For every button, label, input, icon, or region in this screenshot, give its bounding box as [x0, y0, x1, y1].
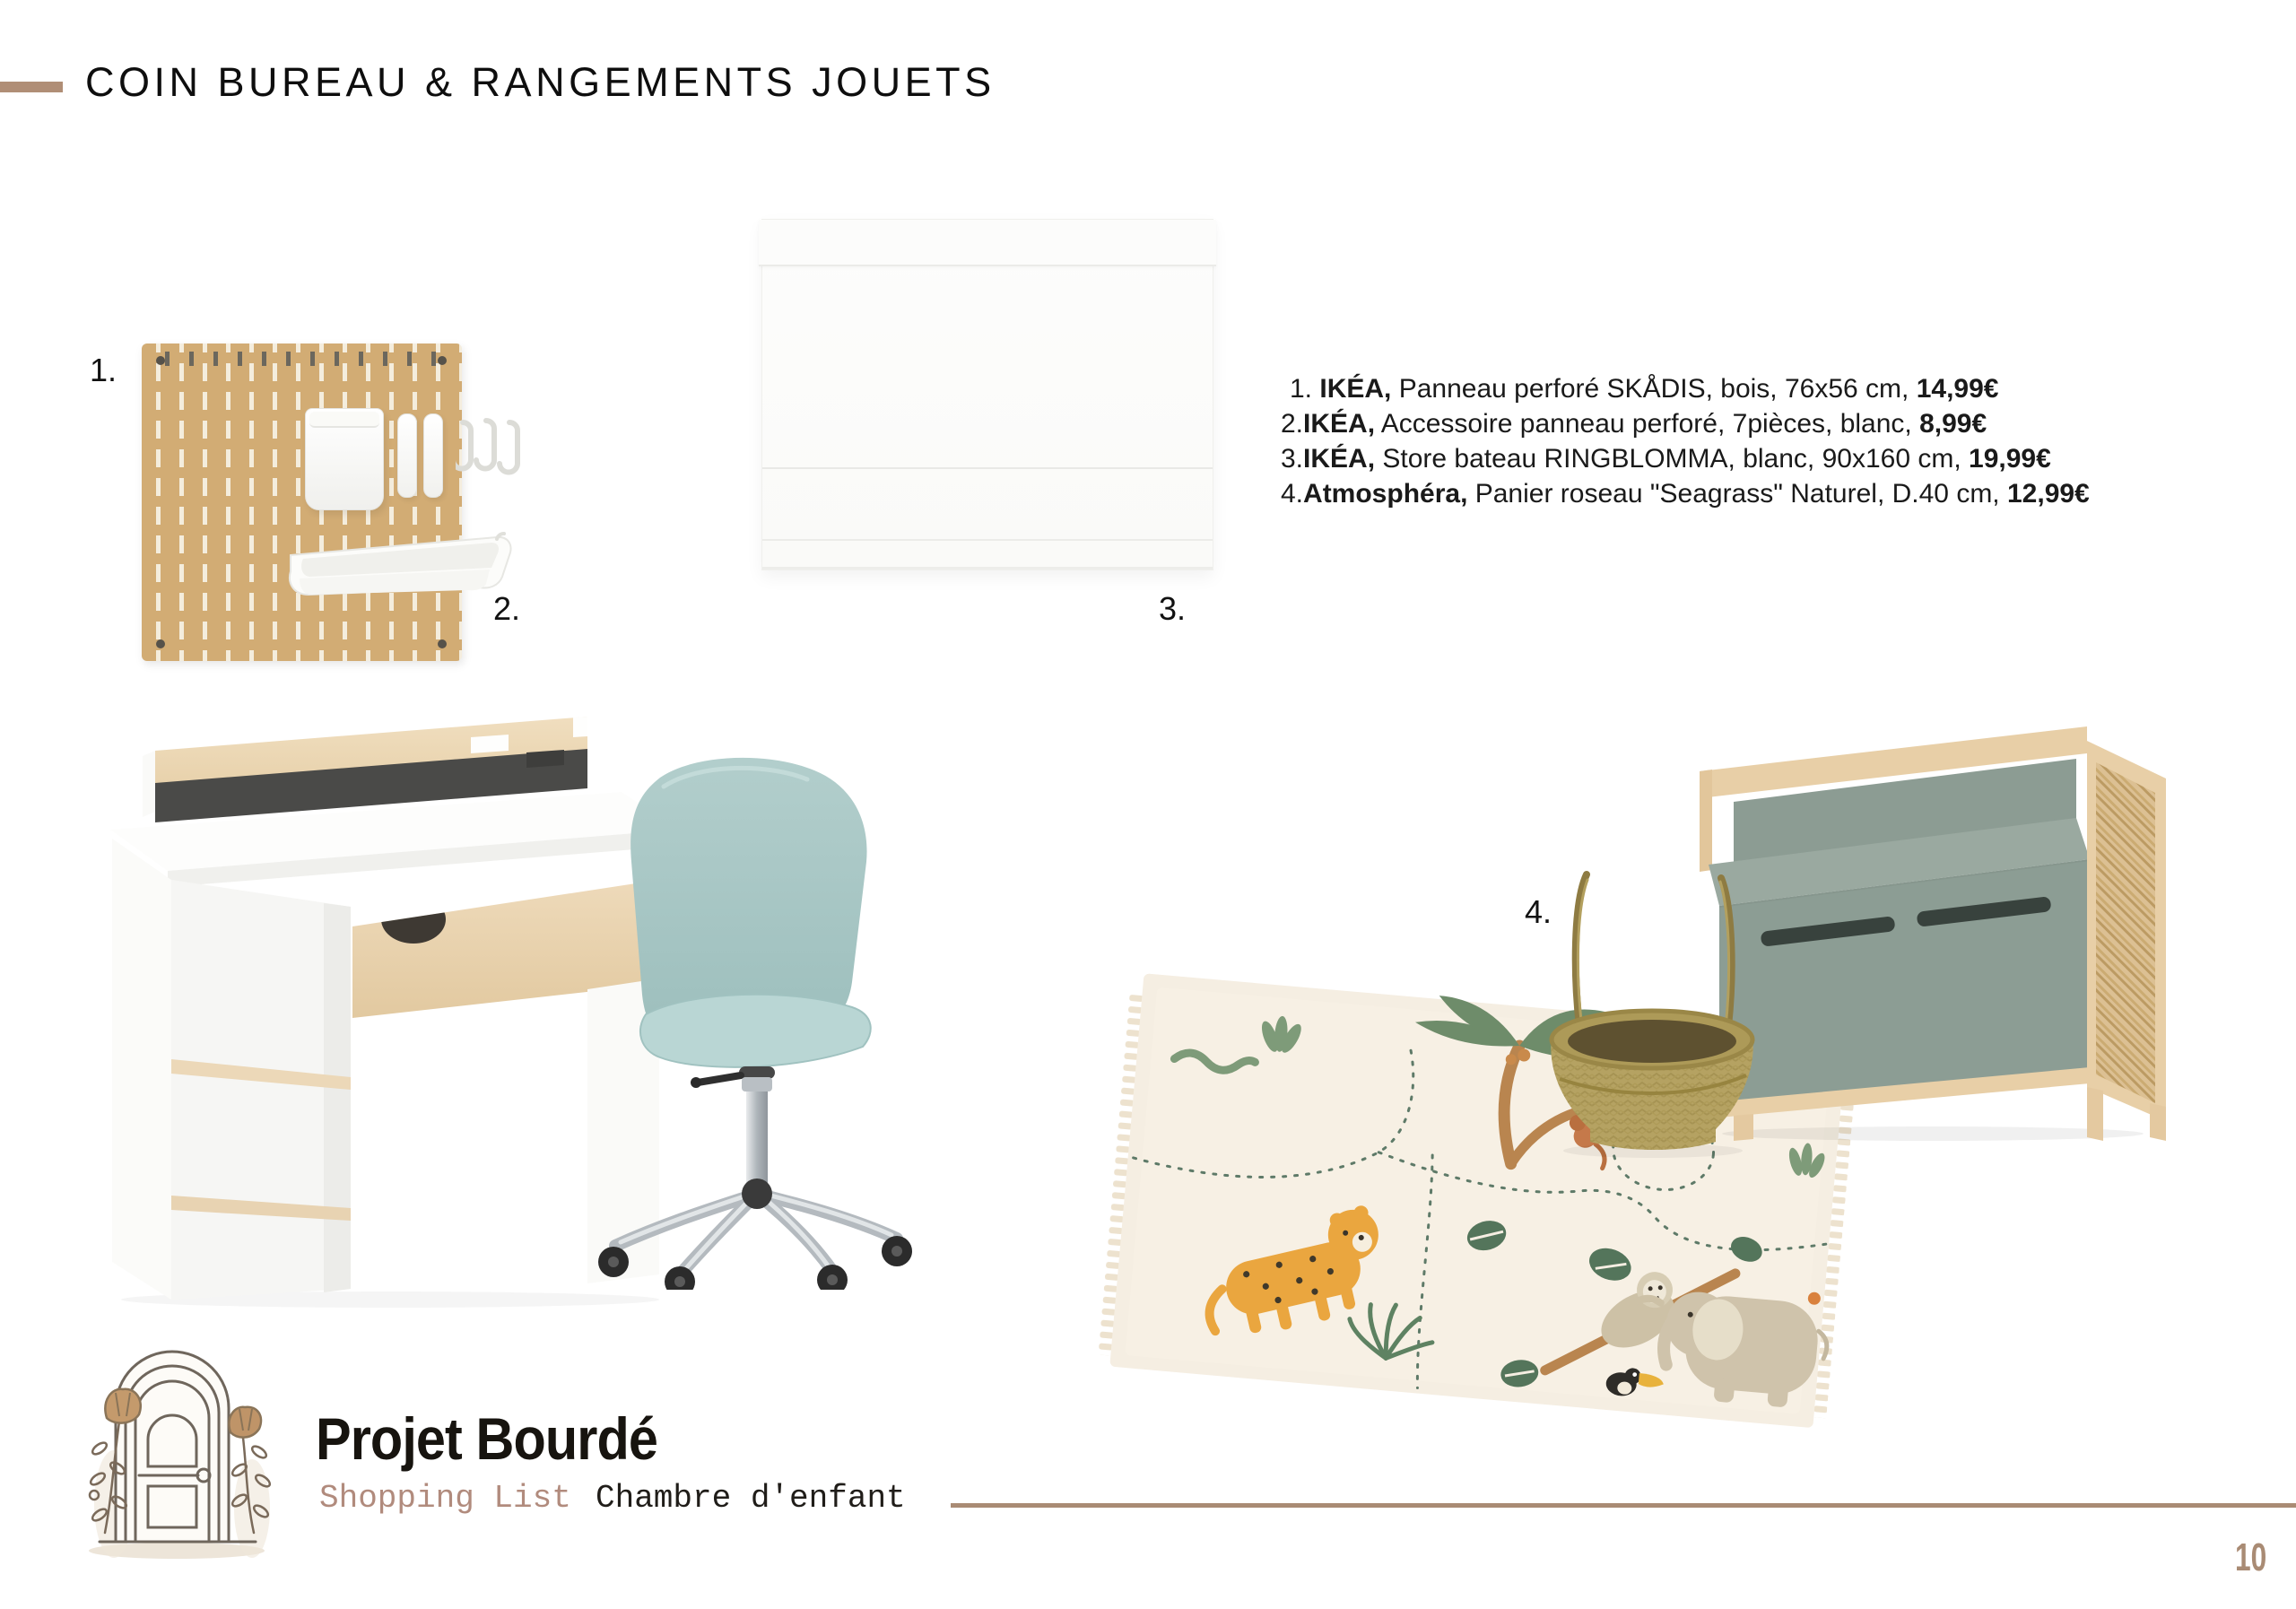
- figure-label-4: 4.: [1525, 893, 1552, 930]
- product-price: 19,99€: [1969, 444, 2051, 474]
- caster-wheels: [598, 1236, 912, 1290]
- desk-chair-illustration: [563, 747, 918, 1290]
- roman-blind-illustration: [761, 219, 1213, 570]
- screw-icon: [156, 356, 165, 365]
- product-price: 8,99€: [1919, 409, 1987, 439]
- product-line: [1281, 476, 2276, 511]
- project-label: Chambre d'enfant: [596, 1480, 906, 1517]
- screw-icon: [438, 639, 447, 648]
- door-logo-icon: [67, 1343, 291, 1569]
- seagrass-basket-illustration: [1520, 865, 1771, 1161]
- series-label: Shopping List: [319, 1480, 571, 1517]
- screw-icon: [438, 356, 447, 365]
- product-number: 1.: [1290, 374, 1320, 404]
- product-line: [1281, 406, 2276, 441]
- product-number: 4.: [1281, 479, 1304, 509]
- page-number: 10: [2235, 1535, 2267, 1579]
- pegboard-illustration: [142, 344, 521, 666]
- product-description: Accessoire panneau perforé, 7pièces, blanc,: [1375, 409, 1920, 439]
- product-description: Panier roseau "Seagrass" Naturel, D.40 cm,: [1467, 479, 2007, 509]
- figure-label-1: 1.: [90, 352, 117, 388]
- product-brand: IKÉA,: [1303, 409, 1376, 439]
- pegboard-container: [305, 408, 384, 510]
- product-price: 14,99€: [1916, 374, 1999, 404]
- page-title: COIN BUREAU & RANGEMENTS JOUETS: [85, 59, 996, 105]
- pegboard-tray: [283, 528, 515, 604]
- product-price: 12,99€: [2006, 479, 2090, 509]
- product-brand: IKÉA,: [1319, 374, 1392, 404]
- pegboard-panel: [142, 344, 462, 661]
- product-brand: Atmosphéra,: [1303, 479, 1468, 509]
- product-description: Store bateau RINGBLOMMA, blanc, 90x160 cm,: [1375, 444, 1970, 474]
- figure-label-2: 2.: [493, 590, 521, 627]
- pegboard-clip: [423, 413, 443, 498]
- product-number: 3.: [1281, 444, 1304, 474]
- product-line: [1281, 441, 2276, 476]
- screw-icon: [156, 639, 165, 648]
- blind-header-rail: [759, 220, 1216, 266]
- pegboard-hooks: [456, 415, 526, 498]
- brand-name: Projet Bourdé: [316, 1405, 658, 1472]
- footer-divider: [951, 1503, 2296, 1508]
- title-accent-dash: [0, 82, 63, 92]
- pegboard-clip: [397, 413, 417, 498]
- product-number: 2.: [1281, 409, 1304, 439]
- figure-label-3: 3.: [1159, 590, 1187, 627]
- product-description: Panneau perforé SKÅDIS, bois, 76x56 cm,: [1391, 374, 1917, 404]
- pegboard-top-slots: [165, 352, 439, 366]
- product-list: [1281, 371, 2276, 511]
- product-brand: IKÉA,: [1303, 444, 1376, 474]
- product-line: [1281, 371, 2276, 406]
